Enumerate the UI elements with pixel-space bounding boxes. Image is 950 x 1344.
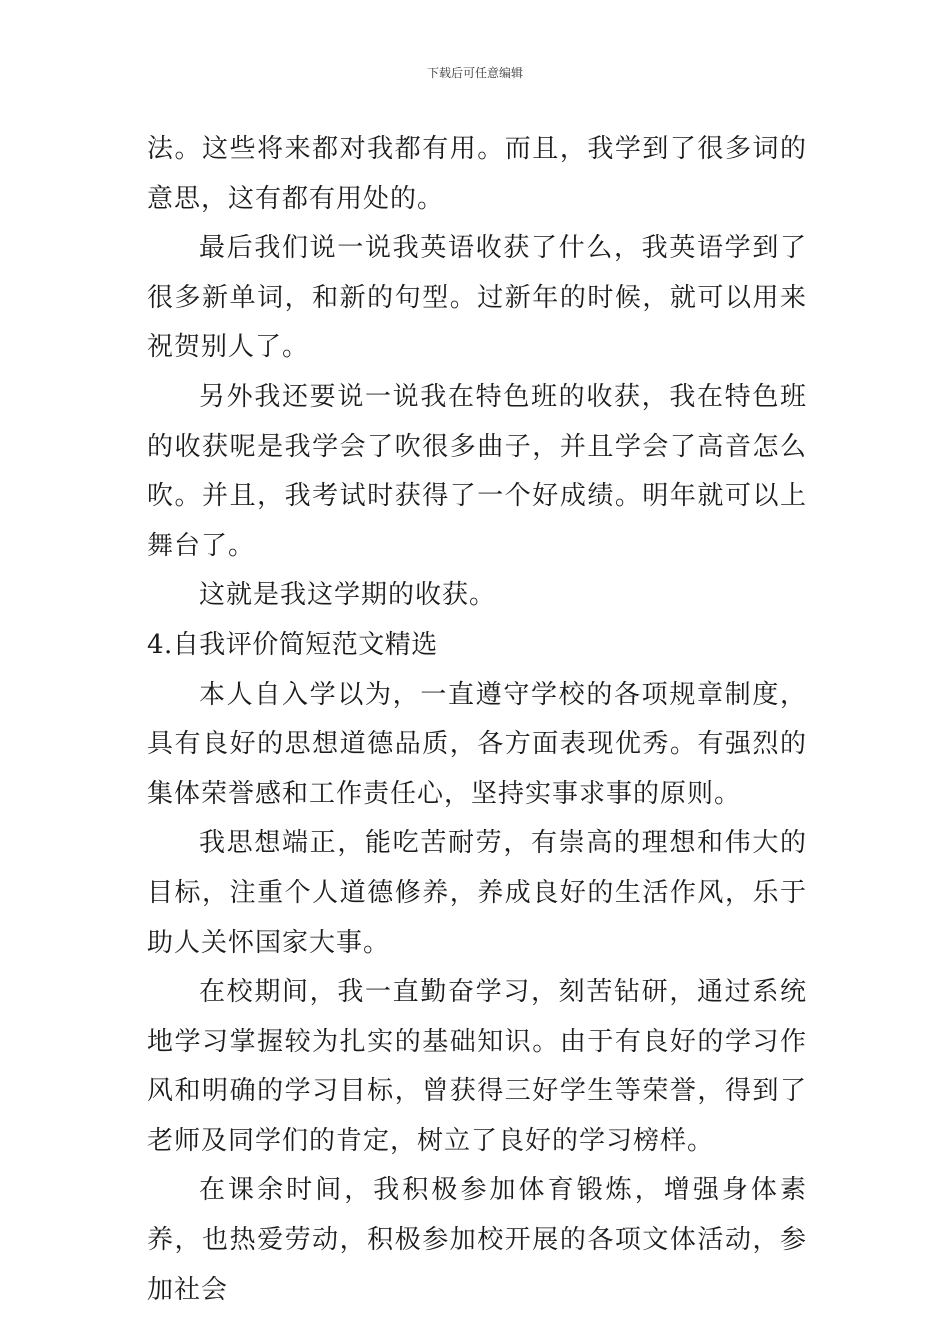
paragraph-self-eval-activities: 在课余时间，我积极参加体育锻炼，增强身体素养，也热爱劳动，积极参加校开展的各项文体活动，参加社会 xyxy=(147,1175,807,1305)
page-header: 下载后可任意编辑 xyxy=(426,66,523,80)
document-body xyxy=(147,125,807,1315)
paragraph-self-eval-character: 我思想端正，能吃苦耐劳，有崇高的理想和伟大的目标，注重个人道德修养，养成良好的生活作风，乐于助人关怀国家大事。 xyxy=(147,828,807,958)
paragraph-self-eval-intro: 本人自入学以为，一直遵守学校的各项规章制度，具有良好的思想道德品质，各方面表现优秀。有强烈的集体荣誉感和工作责任心，坚持实事求事的原则。 xyxy=(147,679,807,809)
paragraph-special-class: 另外我还要说一说我在特色班的收获，我在特色班的收获呢是我学会了吹很多曲子，并且学会了高音怎么吹。并且，我考试时获得了一个好成绩。明年就可以上舞台了。 xyxy=(147,381,807,561)
paragraph-self-eval-study: 在校期间，我一直勤奋学习，刻苦钻研，通过系统地学习掌握较为扎实的基础知识。由于有良好的学习作风和明确的学习目标，曾获得三好学生等荣誉，得到了老师及同学们的肯定，树立了良好的学习榜样。 xyxy=(147,977,807,1156)
paragraph-continued: 法。这些将来都对我都有用。而且，我学到了很多词的意思，这有都有用处的。 xyxy=(147,134,807,214)
section-heading: 4.自我评价简短范文精选 xyxy=(147,629,438,660)
paragraph-english-harvest: 最后我们说一说我英语收获了什么，我英语学到了很多新单词，和新的句型。过新年的时候，就可以用来祝贺别人了。 xyxy=(147,233,807,363)
paragraph-conclusion: 这就是我这学期的收获。 xyxy=(199,580,497,611)
